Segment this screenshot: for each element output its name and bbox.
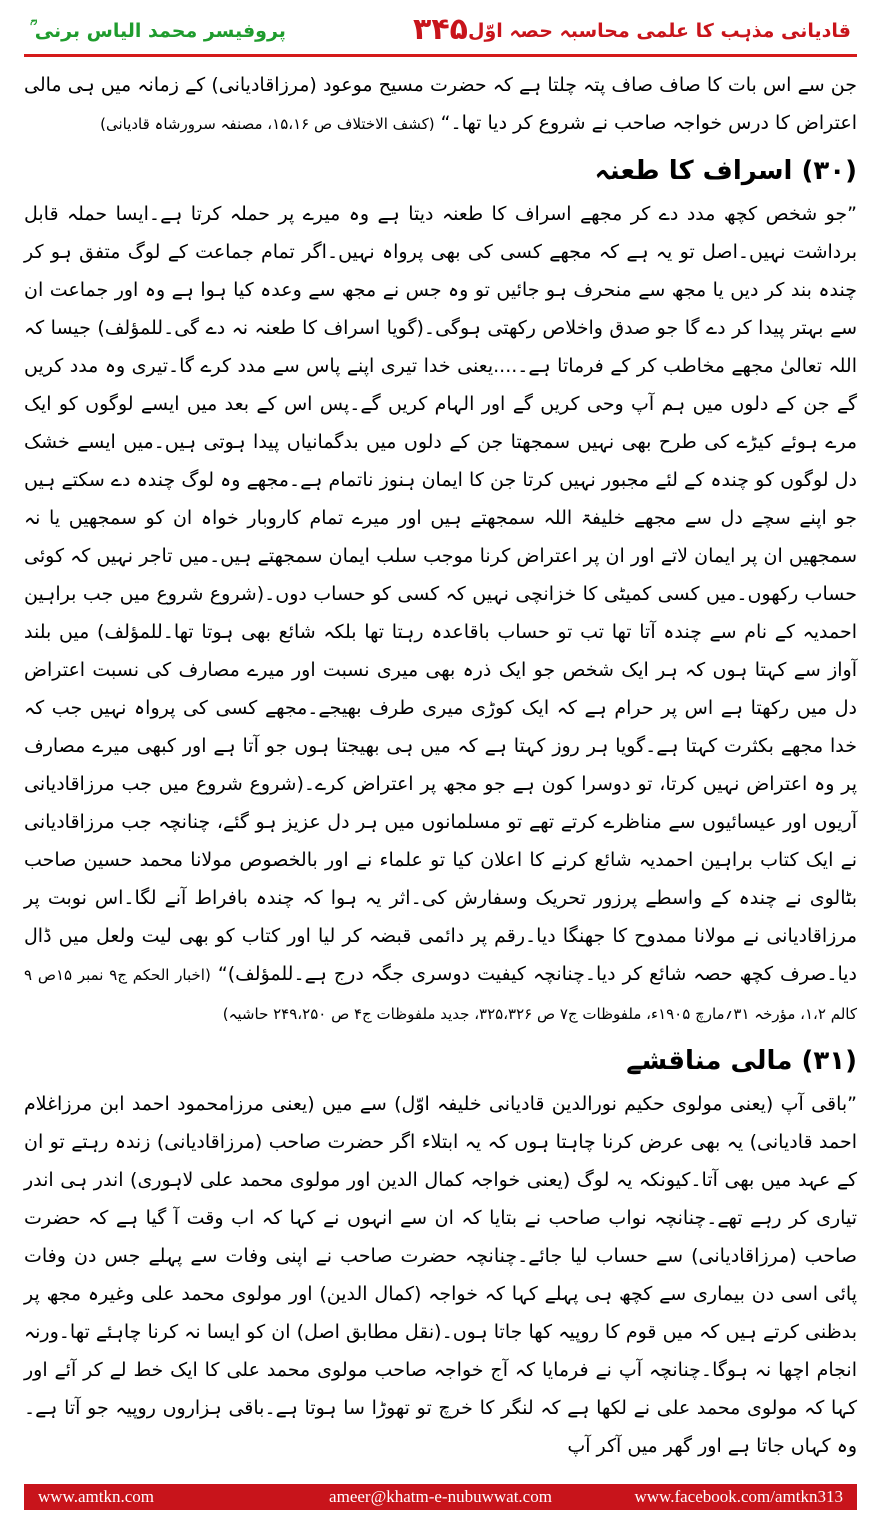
paragraph-mali-text: ”باقی آپ (یعنی مولوی حکیم نورالدین قادیانی خلیفہ اوّل) سے میں (یعنی مرزامحمود احمد ابن مرزاغلام احمد قادیانی) یہ بھی عرض کرنا چاہتا ہوں کہ یہ ابتلاء اگر حضرت صاحب (مرزاقادیانی) زندہ رہتے تو ان کے عہد میں بھی آتا۔کیونکہ یہ لوگ (یعنی خواجہ کمال الدین اور مولوی محمد علی لاہوری) اندر ہی اندر تیاری کر رہے تھے۔چنانچہ نواب صاحب نے بتایا کہ ان سے انہوں نے کہا کہ اب وقت آ گیا ہے کہ حضرت صاحب (مرزاقادیانی) سے حساب لیا جائے۔چنانچہ حضرت صاحب نے اپنی وفات سے پہلے جس دن وفات پائی اسی دن بیماری سے کچھ ہی پہلے کہا کہ خواجہ (کمال الدین) اور مولوی محمد علی وغیرہ مجھ پر بدظنی کرتے ہیں کہ میں قوم کا روپیہ کھا جاتا ہوں۔(نقل مطابق اصل) ان کو ایسا نہ کرنا چاہئے تھا۔ورنہ انجام اچھا نہ ہوگا۔چنانچہ آپ نے فرمایا کہ آج خواجہ صاحب مولوی محمد علی کا ایک خط لے کر آئے اور کہا کہ مولوی محمد علی نے لکھا ہے کہ لنگر کا خرچ تو تھوڑا سا ہوتا ہے۔باقی ہزاروں روپیہ جو آتا ہے۔وہ کہاں جاتا ہے اور گھر میں آکر آپ [24, 1093, 857, 1457]
paragraph-israf [24, 195, 857, 1033]
section-heading-30: (۳۰) اسراف کا طعنہ [594, 156, 857, 186]
paragraph-intro [24, 66, 857, 143]
footer-facebook-link[interactable]: www.facebook.com/amtkn313 [634, 1487, 843, 1506]
author-name: پروفیسر محمد الیاس برنی ؒ [30, 20, 286, 42]
section-heading-31: (۳۱) مالی مناقشے [626, 1046, 857, 1076]
header-divider [24, 54, 857, 57]
page-number: ۳۴۵ [413, 12, 468, 47]
book-title: قادیانی مذہب کا علمی محاسبہ حصہ اوّل [467, 20, 851, 42]
page-footer [24, 1484, 857, 1510]
paragraph-israf-text: ”جو شخص کچھ مدد دے کر مجھے اسراف کا طعنہ دیتا ہے وہ میرے پر حملہ کرتا ہے۔ایسا حملہ قابل برداشت نہیں۔اصل تو یہ ہے کہ مجھے کسی کی بھی پرواہ نہیں۔اگر تمام جماعت کے لوگ متفق ہو کر چندہ بند کر دیں یا مجھ سے منحرف ہو جائیں تو وہ جس نے مجھ سے وعدہ کیا ہوا ہے وہ اور جماعت ان سے بہتر پیدا کر دے گا جو صدق واخلاص رکھتی ہوگی۔(گویا اسراف کا طعنہ نہ دے گی۔للمؤلف) جیسا کہ اللہ تعالیٰ مجھے مخاطب کر کے فرماتا ہے۔....یعنی خدا تیری اپنے پاس سے مدد کرے گا۔تیری وہ مدد کریں گے جن کے دلوں میں ہم آپ وحی کریں گے اور الہام کریں گے۔پس اس کے بعد میں ایسے لوگوں کو ایک مرے ہوئے کیڑے کی طرح بھی نہیں سمجھتا جن کے دلوں میں بدگمانیاں پیدا ہوتی ہیں۔میں ایسے خشک دل لوگوں کو چندہ کے لئے مجبور نہیں کرتا جن کا ایمان ہنوز ناتمام ہے۔مجھے وہ لوگ چندہ دے سکتے ہیں جو اپنے سچے دل سے مجھے خلیفۃ اللہ سمجھتے ہیں اور میرے تمام کاروبار خواہ ان کو سمجھیں یا نہ سمجھیں ان پر ایمان لاتے اور ان پر اعتراض کرنا موجب سلب ایمان سمجھتے ہیں۔میں تاجر نہیں کہ کوئی حساب رکھوں۔میں کسی کمیٹی کا خزانچی نہیں کہ کسی کو حساب دوں۔(شروع شروع میں جب براہین احمدیہ کے نام سے چندہ آتا تھا تب تو حساب باقاعدہ رہتا تھا بلکہ شائع بھی ہوتا تھا۔للمؤلف) میں بلند آواز سے کہتا ہوں کہ ہر ایک شخص جو ایک ذرہ بھی میری نسبت اور میرے مصارف کی نسبت اعتراض دل میں رکھتا ہے اس پر حرام ہے کہ ایک کوڑی میری طرف بھیجے۔مجھے کسی کی پرواہ نہیں جب کہ خدا مجھے بکثرت کہتا ہے۔گویا ہر روز کہتا ہے کہ میں ہی بھیجتا ہوں جو آتا ہے اور کبھی میرے مصارف پر وہ اعتراض نہیں کرتا، تو دوسرا کون ہے جو مجھ پر اعتراض کرے۔(شروع شروع میں جب مرزاقادیانی آریوں اور عیسائیوں سے مناظرے کرتے تھے تو مسلمانوں میں ہر دل عزیز ہو گئے، چنانچہ جب مرزاقادیانی نے ایک کتاب براہین احمدیہ شائع کرنے کا اعلان کیا تو علماء نے اور بالخصوص مولانا محمد حسین صاحب بٹالوی نے چندہ کے واسطے پرزور تحریک وسفارش کی۔اثر یہ ہوا کہ چندہ بافراط آنے لگا۔اس نوبت پر مرزاقادیانی نے مولانا ممدوح کا جھنگا دیا۔رقم پر دائمی قبضہ کر لیا اور کتاب کو بھی لیت ولعل میں ڈال دیا۔صرف کچھ حصہ شائع کر دیا۔چنانچہ کیفیت دوسری جگہ درج ہے۔للمؤلف)“ [24, 203, 857, 985]
paragraph-mali [24, 1085, 857, 1465]
page-content [24, 66, 857, 1466]
footer-email-link[interactable]: ameer@khatm-e-nubuwwat.com [329, 1487, 552, 1506]
page-header [24, 10, 857, 54]
footer-website-link[interactable]: www.amtkn.com [38, 1487, 154, 1506]
paragraph-intro-text: جن سے اس بات کا صاف صاف پتہ چلتا ہے کہ حضرت مسیح موعود (مرزاقادیانی) کے زمانہ میں ہی مالی اعتراض کا درس خواجہ صاحب نے شروع کر دیا تھا۔“ [24, 74, 857, 134]
reference-kashf: (کشف الاختلاف ص ۱۵،۱۶، مصنفہ سرورشاہ قادیانی) [100, 115, 435, 133]
reference-alhakam: (اخبار الحکم ج۹ نمبر ۱۵ص ۹ کالم ۱،۲، مؤرخہ ۳۱؍مارچ ۱۹۰۵ء، ملفوظات ج۷ ص ۳۲۵،۳۲۶، جدید ملفوظات ج۴ ص ۲۴۹،۲۵۰ حاشیہ) [24, 966, 857, 1023]
